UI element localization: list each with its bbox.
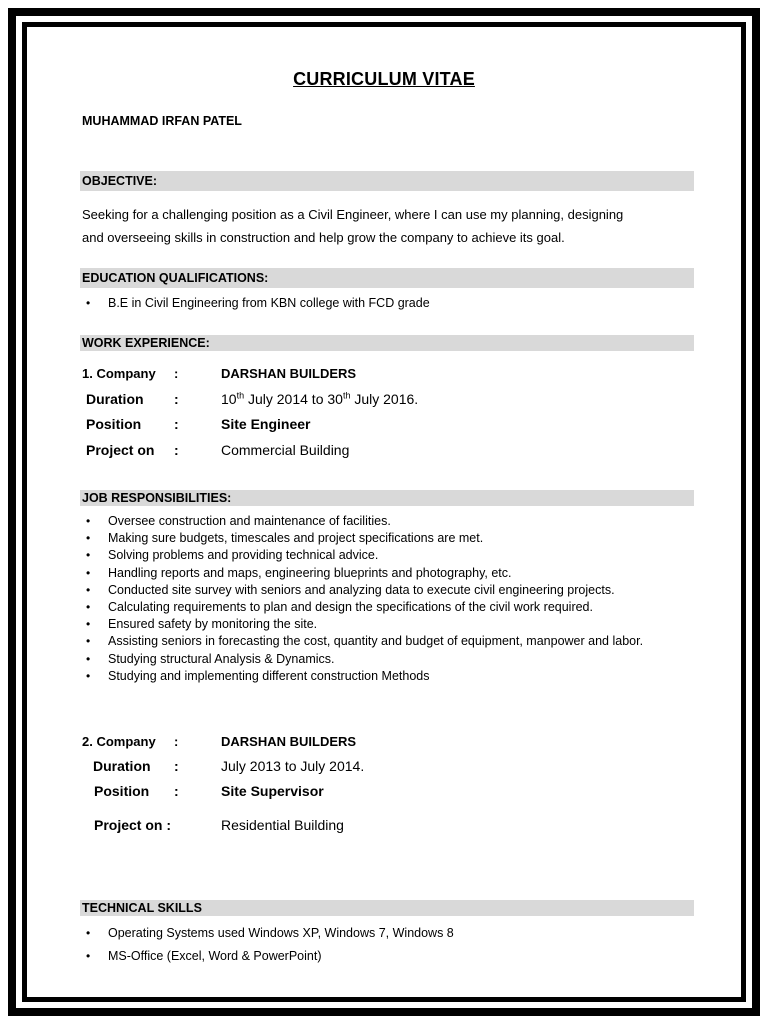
education-list xyxy=(82,295,694,312)
list-item: • B.E in Civil Engineering from KBN college with FCD grade xyxy=(82,295,694,312)
position-value: Site Supervisor xyxy=(221,783,324,799)
colon: : xyxy=(174,758,179,774)
list-item: • Calculating requirements to plan and design the specifications of the civil work required. xyxy=(82,599,694,616)
document-title: CURRICULUM VITAE xyxy=(293,69,475,89)
responsibilities-heading: JOB RESPONSIBILITIES: xyxy=(80,490,694,506)
list-item: • Handling reports and maps, engineering blueprints and photography, etc. xyxy=(82,565,694,582)
colon: : xyxy=(174,416,179,432)
company-value: DARSHAN BUILDERS xyxy=(221,366,357,381)
list-item: • Assisting seniors in forecasting the cost, quantity and budget of equipment, manpower and labor. xyxy=(82,633,694,650)
position-label: Position xyxy=(94,783,150,799)
technical-skills-heading: TECHNICAL SKILLS xyxy=(80,900,694,916)
list-item: • Ensured safety by monitoring the site. xyxy=(82,616,694,633)
project-label: Project on xyxy=(86,442,155,458)
objective-line-1: Seeking for a challenging position as a Civil Engineer, where I can use my planning, designing xyxy=(82,207,624,222)
project-label: Project on : xyxy=(94,817,172,833)
list-item: • MS-Office (Excel, Word & PowerPoint) xyxy=(82,945,694,968)
company-label: 1. Company xyxy=(82,366,156,381)
position-label: Position xyxy=(86,416,142,432)
list-item: • Studying structural Analysis & Dynamics. xyxy=(82,651,694,668)
objective-line-2: and overseeing skills in construction and help grow the company to achieve its goal. xyxy=(82,230,565,245)
list-item: • Oversee construction and maintenance of facilities. xyxy=(82,513,694,530)
list-item: • Studying and implementing different construction Methods xyxy=(82,668,694,685)
responsibilities-list xyxy=(82,513,694,685)
objective-text xyxy=(82,203,694,249)
duration-label: Duration xyxy=(86,391,144,407)
company-value: DARSHAN BUILDERS xyxy=(221,734,357,749)
project-value: Commercial Building xyxy=(221,442,350,458)
position-value: Site Engineer xyxy=(221,416,311,432)
duration-label: Duration xyxy=(93,758,151,774)
project-value: Residential Building xyxy=(221,817,344,833)
colon: : xyxy=(174,366,179,381)
candidate-name: MUHAMMAD IRFAN PATEL xyxy=(82,114,242,128)
colon: : xyxy=(174,783,179,799)
technical-skills-list xyxy=(82,922,694,968)
list-item: • Conducted site survey with seniors and analyzing data to execute civil engineering projects. xyxy=(82,582,694,599)
colon: : xyxy=(174,442,179,458)
duration-value: 10th July 2014 to 30th July 2016. xyxy=(221,390,419,407)
company-label: 2. Company xyxy=(82,734,156,749)
list-item: • Solving problems and providing technical advice. xyxy=(82,547,694,564)
colon: : xyxy=(174,391,179,407)
colon: : xyxy=(174,734,179,749)
list-item: • Making sure budgets, timescales and project specifications are met. xyxy=(82,530,694,547)
work-experience-heading: WORK EXPERIENCE: xyxy=(80,335,694,351)
objective-heading: OBJECTIVE: xyxy=(80,171,694,191)
duration-value: July 2013 to July 2014. xyxy=(221,758,365,774)
education-heading: EDUCATION QUALIFICATIONS: xyxy=(80,268,694,288)
list-item: • Operating Systems used Windows XP, Windows 7, Windows 8 xyxy=(82,922,694,945)
